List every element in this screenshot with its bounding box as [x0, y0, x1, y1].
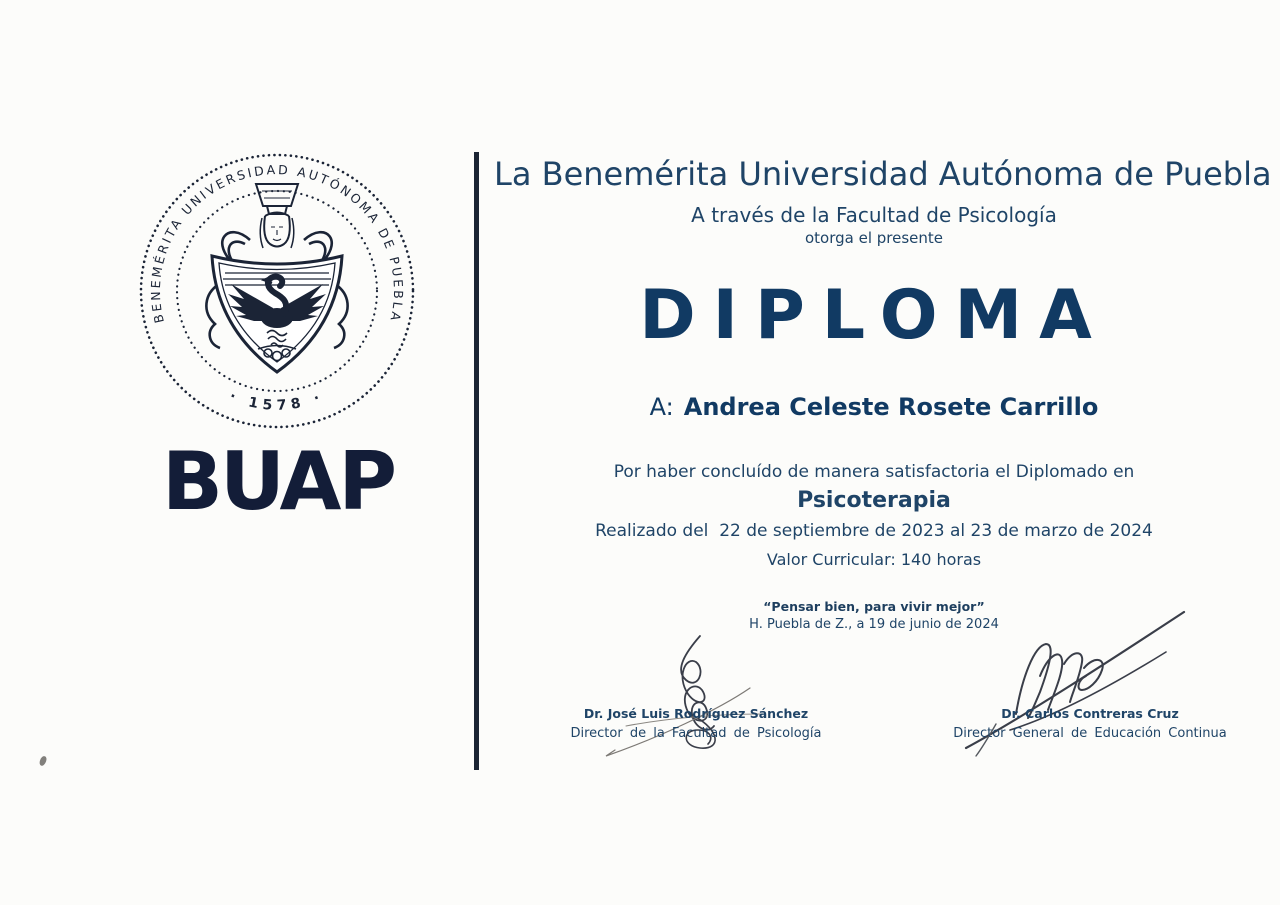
minerva-head-icon — [256, 184, 298, 248]
diploma-title: DIPLOMA — [639, 276, 1109, 355]
signatory-name-right: Dr. Carlos Contreras Cruz — [1001, 706, 1179, 721]
university-seal — [132, 146, 422, 436]
faculty-line: A través de la Facultad de Psicología — [691, 203, 1057, 227]
signatory-title-right: Director General de Educación Continua — [953, 726, 1227, 741]
seal-year-text: · 1578 · — [227, 388, 327, 414]
recipient-prefix: A: — [649, 393, 674, 421]
recipient-line — [494, 393, 1254, 421]
program-name: Psicoterapia — [797, 488, 951, 513]
buap-seal-graphic — [132, 146, 422, 436]
university-name-line: La Benemérita Universidad Autónoma de Puebla — [494, 155, 1272, 193]
svg-text:· 1578 · — [227, 388, 327, 414]
credit-line: Valor Curricular: 140 horas — [766, 550, 982, 569]
divider-line — [474, 152, 479, 770]
seal-ring-text: BENEMÉRITA UNIVERSIDAD AUTÓNOMA DE PUEBLA — [147, 161, 407, 325]
recipient-name: Andrea Celeste Rosete Carrillo — [683, 393, 1099, 421]
place-date-line: H. Puebla de Z., a 19 de junio de 2024 — [749, 617, 999, 632]
buap-wordmark: BUAP — [161, 435, 395, 528]
grant-line: otorga el presente — [804, 229, 944, 247]
completion-line: Por haber concluído de manera satisfactoria el Diplomado en — [613, 462, 1135, 482]
signature-scribble-left — [598, 630, 798, 765]
signatory-title-left: Director de la Facultad de Psicología — [570, 726, 822, 741]
signature-block-left — [546, 704, 846, 743]
signature-block-right — [940, 704, 1240, 743]
signatory-name-left: Dr. José Luis Rodríguez Sánchez — [583, 706, 809, 721]
ink-speck — [39, 755, 48, 766]
motto-line: “Pensar bien, para vivir mejor” — [763, 599, 985, 614]
period-line: Realizado del 22 de septiembre de 2023 al 23 de marzo de 2024 — [595, 521, 1153, 541]
